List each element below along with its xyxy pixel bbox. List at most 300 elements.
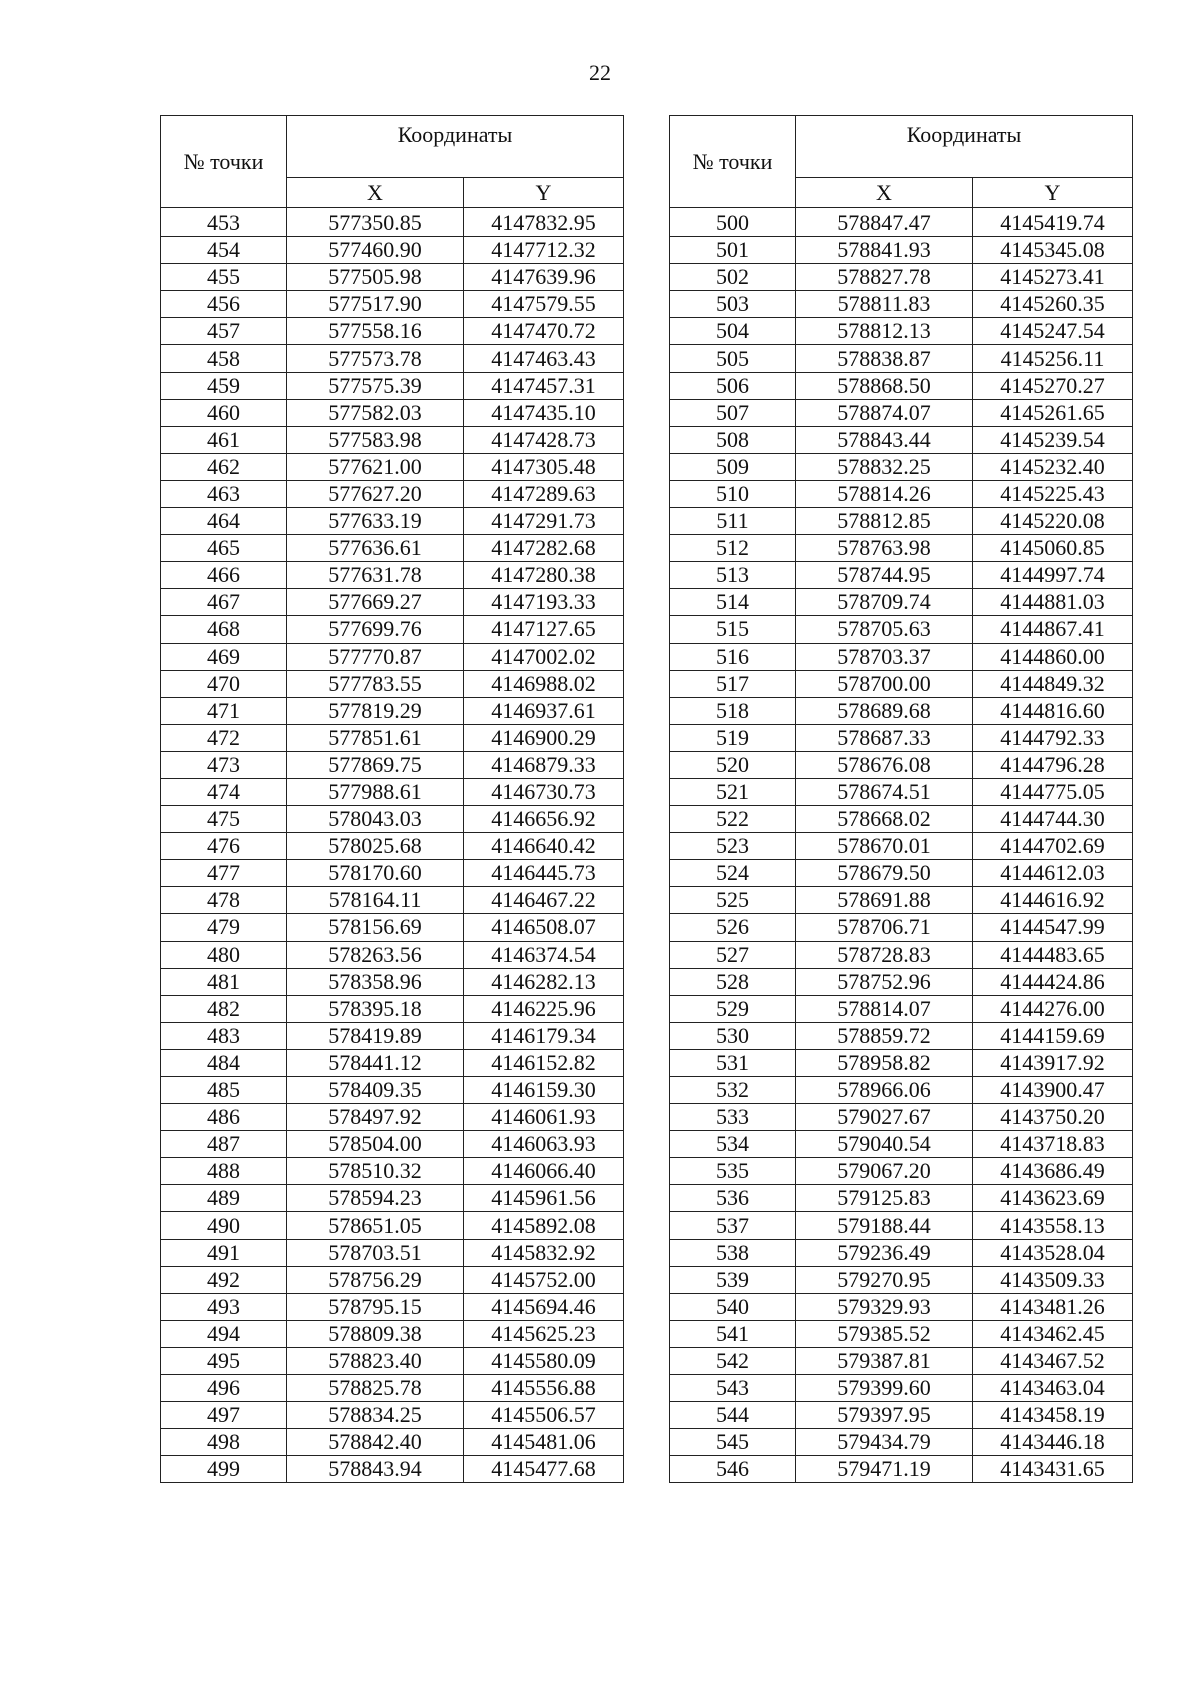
table-row bbox=[161, 372, 624, 399]
y-coordinate-cell: 4144997.74 bbox=[973, 562, 1133, 589]
y-coordinate-cell: 4145556.88 bbox=[464, 1375, 624, 1402]
x-coordinate-cell: 577460.90 bbox=[287, 237, 464, 264]
y-coordinate-cell: 4147463.43 bbox=[464, 345, 624, 372]
x-coordinate-cell: 578668.02 bbox=[796, 806, 973, 833]
y-coordinate-cell: 4147280.38 bbox=[464, 562, 624, 589]
x-coordinate-cell: 578709.74 bbox=[796, 589, 973, 616]
table-row bbox=[670, 1293, 1133, 1320]
point-number-cell: 514 bbox=[670, 589, 796, 616]
point-number-cell: 481 bbox=[161, 968, 287, 995]
point-number-cell: 516 bbox=[670, 643, 796, 670]
y-coordinate-cell: 4145260.35 bbox=[973, 291, 1133, 318]
x-coordinate-cell: 577350.85 bbox=[287, 208, 464, 237]
point-number-cell: 508 bbox=[670, 426, 796, 453]
x-coordinate-cell: 578706.71 bbox=[796, 914, 973, 941]
table-row bbox=[670, 1185, 1133, 1212]
point-number-cell: 532 bbox=[670, 1077, 796, 1104]
y-header: Y bbox=[464, 178, 624, 208]
y-coordinate-cell: 4146152.82 bbox=[464, 1049, 624, 1076]
x-coordinate-cell: 578594.23 bbox=[287, 1185, 464, 1212]
point-number-cell: 513 bbox=[670, 562, 796, 589]
x-coordinate-cell: 578170.60 bbox=[287, 860, 464, 887]
table-row bbox=[670, 724, 1133, 751]
x-coordinate-cell: 578859.72 bbox=[796, 1022, 973, 1049]
y-coordinate-cell: 4145273.41 bbox=[973, 264, 1133, 291]
table-row bbox=[161, 670, 624, 697]
point-number-cell: 462 bbox=[161, 453, 287, 480]
table-row bbox=[161, 1402, 624, 1429]
x-coordinate-cell: 578497.92 bbox=[287, 1104, 464, 1131]
table-row bbox=[670, 291, 1133, 318]
table-row bbox=[670, 1104, 1133, 1131]
point-number-cell: 535 bbox=[670, 1158, 796, 1185]
x-coordinate-cell: 578687.33 bbox=[796, 724, 973, 751]
point-number-cell: 497 bbox=[161, 1402, 287, 1429]
y-coordinate-cell: 4145477.68 bbox=[464, 1456, 624, 1483]
y-coordinate-cell: 4143431.65 bbox=[973, 1456, 1133, 1483]
point-number-cell: 485 bbox=[161, 1077, 287, 1104]
x-coordinate-cell: 577573.78 bbox=[287, 345, 464, 372]
x-coordinate-cell: 578510.32 bbox=[287, 1158, 464, 1185]
table-row bbox=[161, 345, 624, 372]
table-row bbox=[670, 806, 1133, 833]
x-coordinate-cell: 577988.61 bbox=[287, 778, 464, 805]
table-row bbox=[161, 562, 624, 589]
y-coordinate-cell: 4147470.72 bbox=[464, 318, 624, 345]
point-number-cell: 483 bbox=[161, 1022, 287, 1049]
point-number-cell: 463 bbox=[161, 480, 287, 507]
table-row bbox=[161, 995, 624, 1022]
x-coordinate-cell: 579387.81 bbox=[796, 1347, 973, 1374]
y-coordinate-cell: 4146445.73 bbox=[464, 860, 624, 887]
point-number-cell: 464 bbox=[161, 508, 287, 535]
y-coordinate-cell: 4144744.30 bbox=[973, 806, 1133, 833]
y-coordinate-cell: 4146988.02 bbox=[464, 670, 624, 697]
table-row bbox=[670, 1456, 1133, 1483]
table-row bbox=[161, 1239, 624, 1266]
point-number-cell: 465 bbox=[161, 535, 287, 562]
x-coordinate-cell: 578842.40 bbox=[287, 1429, 464, 1456]
point-number-cell: 471 bbox=[161, 697, 287, 724]
x-coordinate-cell: 578763.98 bbox=[796, 535, 973, 562]
table-row bbox=[670, 616, 1133, 643]
x-coordinate-cell: 578825.78 bbox=[287, 1375, 464, 1402]
x-coordinate-cell: 577621.00 bbox=[287, 453, 464, 480]
point-number-cell: 507 bbox=[670, 399, 796, 426]
y-coordinate-cell: 4143528.04 bbox=[973, 1239, 1133, 1266]
point-number-cell: 503 bbox=[670, 291, 796, 318]
point-number-cell: 454 bbox=[161, 237, 287, 264]
point-number-cell: 495 bbox=[161, 1347, 287, 1374]
y-header: Y bbox=[973, 178, 1133, 208]
y-coordinate-cell: 4144881.03 bbox=[973, 589, 1133, 616]
x-coordinate-cell: 579270.95 bbox=[796, 1266, 973, 1293]
y-coordinate-cell: 4144424.86 bbox=[973, 968, 1133, 995]
y-coordinate-cell: 4147193.33 bbox=[464, 589, 624, 616]
point-number-cell: 517 bbox=[670, 670, 796, 697]
y-coordinate-cell: 4147428.73 bbox=[464, 426, 624, 453]
x-coordinate-cell: 578966.06 bbox=[796, 1077, 973, 1104]
table-row bbox=[161, 968, 624, 995]
point-number-cell: 530 bbox=[670, 1022, 796, 1049]
point-number-cell: 515 bbox=[670, 616, 796, 643]
point-number-cell: 460 bbox=[161, 399, 287, 426]
table-row bbox=[161, 643, 624, 670]
table-row bbox=[161, 480, 624, 507]
x-coordinate-cell: 578679.50 bbox=[796, 860, 973, 887]
table-row bbox=[161, 1320, 624, 1347]
x-coordinate-cell: 578809.38 bbox=[287, 1320, 464, 1347]
table-row bbox=[161, 1131, 624, 1158]
y-coordinate-cell: 4146656.92 bbox=[464, 806, 624, 833]
y-coordinate-cell: 4143686.49 bbox=[973, 1158, 1133, 1185]
x-coordinate-cell: 577575.39 bbox=[287, 372, 464, 399]
y-coordinate-cell: 4143750.20 bbox=[973, 1104, 1133, 1131]
table-row bbox=[670, 1429, 1133, 1456]
y-coordinate-cell: 4145247.54 bbox=[973, 318, 1133, 345]
y-coordinate-cell: 4146937.61 bbox=[464, 697, 624, 724]
y-coordinate-cell: 4145752.00 bbox=[464, 1266, 624, 1293]
x-coordinate-cell: 578700.00 bbox=[796, 670, 973, 697]
point-number-cell: 482 bbox=[161, 995, 287, 1022]
x-coordinate-cell: 578441.12 bbox=[287, 1049, 464, 1076]
point-number-cell: 458 bbox=[161, 345, 287, 372]
point-number-cell: 484 bbox=[161, 1049, 287, 1076]
x-coordinate-cell: 578812.13 bbox=[796, 318, 973, 345]
table-row bbox=[670, 1239, 1133, 1266]
point-number-cell: 470 bbox=[161, 670, 287, 697]
table-row bbox=[161, 860, 624, 887]
point-number-cell: 520 bbox=[670, 751, 796, 778]
table-row bbox=[161, 1185, 624, 1212]
table-row bbox=[161, 914, 624, 941]
table-row bbox=[670, 535, 1133, 562]
table-row bbox=[161, 1104, 624, 1131]
x-coordinate-cell: 577558.16 bbox=[287, 318, 464, 345]
x-coordinate-cell: 579125.83 bbox=[796, 1185, 973, 1212]
x-coordinate-cell: 577627.20 bbox=[287, 480, 464, 507]
point-number-cell: 505 bbox=[670, 345, 796, 372]
y-coordinate-cell: 4144816.60 bbox=[973, 697, 1133, 724]
x-coordinate-cell: 578841.93 bbox=[796, 237, 973, 264]
point-number-cell: 542 bbox=[670, 1347, 796, 1374]
y-coordinate-cell: 4146730.73 bbox=[464, 778, 624, 805]
table-row bbox=[161, 1266, 624, 1293]
table-row bbox=[161, 535, 624, 562]
x-coordinate-cell: 579188.44 bbox=[796, 1212, 973, 1239]
x-coordinate-cell: 578156.69 bbox=[287, 914, 464, 941]
table-row bbox=[161, 318, 624, 345]
x-coordinate-cell: 579434.79 bbox=[796, 1429, 973, 1456]
y-coordinate-cell: 4147832.95 bbox=[464, 208, 624, 237]
x-coordinate-cell: 579040.54 bbox=[796, 1131, 973, 1158]
x-coordinate-cell: 578676.08 bbox=[796, 751, 973, 778]
point-number-cell: 479 bbox=[161, 914, 287, 941]
table-row bbox=[670, 751, 1133, 778]
x-coordinate-cell: 578689.68 bbox=[796, 697, 973, 724]
x-coordinate-cell: 578164.11 bbox=[287, 887, 464, 914]
table-body-left bbox=[161, 208, 624, 1483]
table-row bbox=[670, 399, 1133, 426]
table-row bbox=[670, 860, 1133, 887]
coordinates-header: Координаты bbox=[287, 116, 624, 178]
point-number-cell: 453 bbox=[161, 208, 287, 237]
y-coordinate-cell: 4145060.85 bbox=[973, 535, 1133, 562]
table-row bbox=[670, 1402, 1133, 1429]
y-coordinate-cell: 4144792.33 bbox=[973, 724, 1133, 751]
table-row bbox=[670, 914, 1133, 941]
table-row bbox=[161, 1456, 624, 1483]
x-coordinate-cell: 577770.87 bbox=[287, 643, 464, 670]
point-number-cell: 476 bbox=[161, 833, 287, 860]
point-number-cell: 544 bbox=[670, 1402, 796, 1429]
point-number-cell: 468 bbox=[161, 616, 287, 643]
x-coordinate-cell: 579399.60 bbox=[796, 1375, 973, 1402]
table-row bbox=[161, 589, 624, 616]
x-coordinate-cell: 578832.25 bbox=[796, 453, 973, 480]
point-number-cell: 489 bbox=[161, 1185, 287, 1212]
x-coordinate-cell: 578409.35 bbox=[287, 1077, 464, 1104]
table-row bbox=[161, 237, 624, 264]
x-header: X bbox=[796, 178, 973, 208]
x-coordinate-cell: 578843.44 bbox=[796, 426, 973, 453]
y-coordinate-cell: 4146640.42 bbox=[464, 833, 624, 860]
point-number-cell: 478 bbox=[161, 887, 287, 914]
table-row bbox=[670, 562, 1133, 589]
y-coordinate-cell: 4145261.65 bbox=[973, 399, 1133, 426]
y-coordinate-cell: 4143463.04 bbox=[973, 1375, 1133, 1402]
x-coordinate-cell: 578827.78 bbox=[796, 264, 973, 291]
table-body-right bbox=[670, 208, 1133, 1483]
table-row bbox=[670, 345, 1133, 372]
x-coordinate-cell: 577582.03 bbox=[287, 399, 464, 426]
page-number: 22 bbox=[589, 60, 611, 85]
point-number-cell: 521 bbox=[670, 778, 796, 805]
point-number-cell: 472 bbox=[161, 724, 287, 751]
point-number-cell: 523 bbox=[670, 833, 796, 860]
table-row bbox=[670, 1022, 1133, 1049]
table-row bbox=[161, 291, 624, 318]
table-row bbox=[161, 1077, 624, 1104]
y-coordinate-cell: 4147305.48 bbox=[464, 453, 624, 480]
y-coordinate-cell: 4144616.92 bbox=[973, 887, 1133, 914]
point-number-cell: 469 bbox=[161, 643, 287, 670]
y-coordinate-cell: 4146179.34 bbox=[464, 1022, 624, 1049]
table-row bbox=[161, 941, 624, 968]
x-coordinate-cell: 578263.56 bbox=[287, 941, 464, 968]
point-number-cell: 488 bbox=[161, 1158, 287, 1185]
table-row bbox=[161, 833, 624, 860]
table-row bbox=[670, 1212, 1133, 1239]
point-number-cell: 459 bbox=[161, 372, 287, 399]
point-number-cell: 526 bbox=[670, 914, 796, 941]
x-coordinate-cell: 578691.88 bbox=[796, 887, 973, 914]
y-coordinate-cell: 4145625.23 bbox=[464, 1320, 624, 1347]
x-coordinate-cell: 578744.95 bbox=[796, 562, 973, 589]
x-coordinate-cell: 579329.93 bbox=[796, 1293, 973, 1320]
point-number-cell: 504 bbox=[670, 318, 796, 345]
point-number-cell: 539 bbox=[670, 1266, 796, 1293]
point-number-cell: 502 bbox=[670, 264, 796, 291]
y-coordinate-cell: 4143462.45 bbox=[973, 1320, 1133, 1347]
x-header: X bbox=[287, 178, 464, 208]
table-row bbox=[670, 264, 1133, 291]
point-number-cell: 543 bbox=[670, 1375, 796, 1402]
point-number-cell: 540 bbox=[670, 1293, 796, 1320]
x-coordinate-cell: 579027.67 bbox=[796, 1104, 973, 1131]
point-number-cell: 500 bbox=[670, 208, 796, 237]
y-coordinate-cell: 4144860.00 bbox=[973, 643, 1133, 670]
x-coordinate-cell: 579067.20 bbox=[796, 1158, 973, 1185]
point-number-cell: 545 bbox=[670, 1429, 796, 1456]
x-coordinate-cell: 578504.00 bbox=[287, 1131, 464, 1158]
point-number-cell: 492 bbox=[161, 1266, 287, 1293]
y-coordinate-cell: 4146282.13 bbox=[464, 968, 624, 995]
x-coordinate-cell: 577517.90 bbox=[287, 291, 464, 318]
point-number-cell: 496 bbox=[161, 1375, 287, 1402]
x-coordinate-cell: 577636.61 bbox=[287, 535, 464, 562]
table-row bbox=[670, 372, 1133, 399]
table-row bbox=[670, 995, 1133, 1022]
y-coordinate-cell: 4143917.92 bbox=[973, 1049, 1133, 1076]
y-coordinate-cell: 4146159.30 bbox=[464, 1077, 624, 1104]
point-number-cell: 506 bbox=[670, 372, 796, 399]
table-row bbox=[670, 941, 1133, 968]
y-coordinate-cell: 4144849.32 bbox=[973, 670, 1133, 697]
x-coordinate-cell: 577869.75 bbox=[287, 751, 464, 778]
y-coordinate-cell: 4144276.00 bbox=[973, 995, 1133, 1022]
table-row bbox=[161, 1429, 624, 1456]
table-row bbox=[670, 1077, 1133, 1104]
x-coordinate-cell: 578670.01 bbox=[796, 833, 973, 860]
point-number-cell: 529 bbox=[670, 995, 796, 1022]
table-row bbox=[670, 508, 1133, 535]
y-coordinate-cell: 4145270.27 bbox=[973, 372, 1133, 399]
x-coordinate-cell: 579397.95 bbox=[796, 1402, 973, 1429]
y-coordinate-cell: 4147712.32 bbox=[464, 237, 624, 264]
y-coordinate-cell: 4144612.03 bbox=[973, 860, 1133, 887]
point-number-header: № точки bbox=[670, 116, 796, 208]
point-number-cell: 477 bbox=[161, 860, 287, 887]
point-number-cell: 480 bbox=[161, 941, 287, 968]
point-number-cell: 456 bbox=[161, 291, 287, 318]
y-coordinate-cell: 4145239.54 bbox=[973, 426, 1133, 453]
y-coordinate-cell: 4143481.26 bbox=[973, 1293, 1133, 1320]
x-coordinate-cell: 578834.25 bbox=[287, 1402, 464, 1429]
y-coordinate-cell: 4145345.08 bbox=[973, 237, 1133, 264]
point-number-cell: 501 bbox=[670, 237, 796, 264]
point-number-cell: 546 bbox=[670, 1456, 796, 1483]
table-row bbox=[670, 208, 1133, 237]
table-row bbox=[161, 426, 624, 453]
x-coordinate-cell: 578812.85 bbox=[796, 508, 973, 535]
x-coordinate-cell: 578868.50 bbox=[796, 372, 973, 399]
point-number-cell: 531 bbox=[670, 1049, 796, 1076]
y-coordinate-cell: 4144547.99 bbox=[973, 914, 1133, 941]
coordinates-table-left bbox=[160, 115, 624, 1483]
y-coordinate-cell: 4144775.05 bbox=[973, 778, 1133, 805]
point-number-cell: 455 bbox=[161, 264, 287, 291]
point-number-cell: 475 bbox=[161, 806, 287, 833]
point-number-cell: 541 bbox=[670, 1320, 796, 1347]
table-row bbox=[161, 724, 624, 751]
point-number-cell: 474 bbox=[161, 778, 287, 805]
table-row bbox=[161, 453, 624, 480]
point-number-cell: 457 bbox=[161, 318, 287, 345]
table-row bbox=[161, 399, 624, 426]
y-coordinate-cell: 4147289.63 bbox=[464, 480, 624, 507]
x-coordinate-cell: 578419.89 bbox=[287, 1022, 464, 1049]
point-number-cell: 528 bbox=[670, 968, 796, 995]
y-coordinate-cell: 4145506.57 bbox=[464, 1402, 624, 1429]
y-coordinate-cell: 4145256.11 bbox=[973, 345, 1133, 372]
y-coordinate-cell: 4143446.18 bbox=[973, 1429, 1133, 1456]
table-row bbox=[161, 778, 624, 805]
point-number-cell: 498 bbox=[161, 1429, 287, 1456]
point-number-cell: 519 bbox=[670, 724, 796, 751]
x-coordinate-cell: 579385.52 bbox=[796, 1320, 973, 1347]
x-coordinate-cell: 578843.94 bbox=[287, 1456, 464, 1483]
x-coordinate-cell: 578823.40 bbox=[287, 1347, 464, 1374]
y-coordinate-cell: 4147435.10 bbox=[464, 399, 624, 426]
y-coordinate-cell: 4147639.96 bbox=[464, 264, 624, 291]
point-number-cell: 494 bbox=[161, 1320, 287, 1347]
point-number-cell: 518 bbox=[670, 697, 796, 724]
x-coordinate-cell: 578043.03 bbox=[287, 806, 464, 833]
y-coordinate-cell: 4146063.93 bbox=[464, 1131, 624, 1158]
x-coordinate-cell: 578752.96 bbox=[796, 968, 973, 995]
y-coordinate-cell: 4145580.09 bbox=[464, 1347, 624, 1374]
y-coordinate-cell: 4146225.96 bbox=[464, 995, 624, 1022]
y-coordinate-cell: 4146061.93 bbox=[464, 1104, 624, 1131]
table-row bbox=[670, 318, 1133, 345]
x-coordinate-cell: 578958.82 bbox=[796, 1049, 973, 1076]
y-coordinate-cell: 4145694.46 bbox=[464, 1293, 624, 1320]
point-number-cell: 509 bbox=[670, 453, 796, 480]
coordinates-table-right bbox=[669, 115, 1133, 1483]
table-row bbox=[670, 426, 1133, 453]
x-coordinate-cell: 578756.29 bbox=[287, 1266, 464, 1293]
y-coordinate-cell: 4144483.65 bbox=[973, 941, 1133, 968]
table-row bbox=[670, 670, 1133, 697]
table-row bbox=[161, 806, 624, 833]
y-coordinate-cell: 4144702.69 bbox=[973, 833, 1133, 860]
table-row bbox=[161, 887, 624, 914]
point-number-cell: 466 bbox=[161, 562, 287, 589]
point-number-cell: 493 bbox=[161, 1293, 287, 1320]
y-coordinate-cell: 4146467.22 bbox=[464, 887, 624, 914]
table-row bbox=[670, 778, 1133, 805]
x-coordinate-cell: 578705.63 bbox=[796, 616, 973, 643]
y-coordinate-cell: 4144867.41 bbox=[973, 616, 1133, 643]
table-row bbox=[670, 453, 1133, 480]
y-coordinate-cell: 4146879.33 bbox=[464, 751, 624, 778]
point-number-cell: 538 bbox=[670, 1239, 796, 1266]
point-number-cell: 487 bbox=[161, 1131, 287, 1158]
table-row bbox=[161, 1293, 624, 1320]
x-coordinate-cell: 578651.05 bbox=[287, 1212, 464, 1239]
y-coordinate-cell: 4144796.28 bbox=[973, 751, 1133, 778]
x-coordinate-cell: 577633.19 bbox=[287, 508, 464, 535]
point-number-cell: 490 bbox=[161, 1212, 287, 1239]
x-coordinate-cell: 577669.27 bbox=[287, 589, 464, 616]
point-number-cell: 461 bbox=[161, 426, 287, 453]
table-row bbox=[161, 751, 624, 778]
y-coordinate-cell: 4145232.40 bbox=[973, 453, 1133, 480]
x-coordinate-cell: 578811.83 bbox=[796, 291, 973, 318]
y-coordinate-cell: 4143509.33 bbox=[973, 1266, 1133, 1293]
table-row bbox=[670, 589, 1133, 616]
